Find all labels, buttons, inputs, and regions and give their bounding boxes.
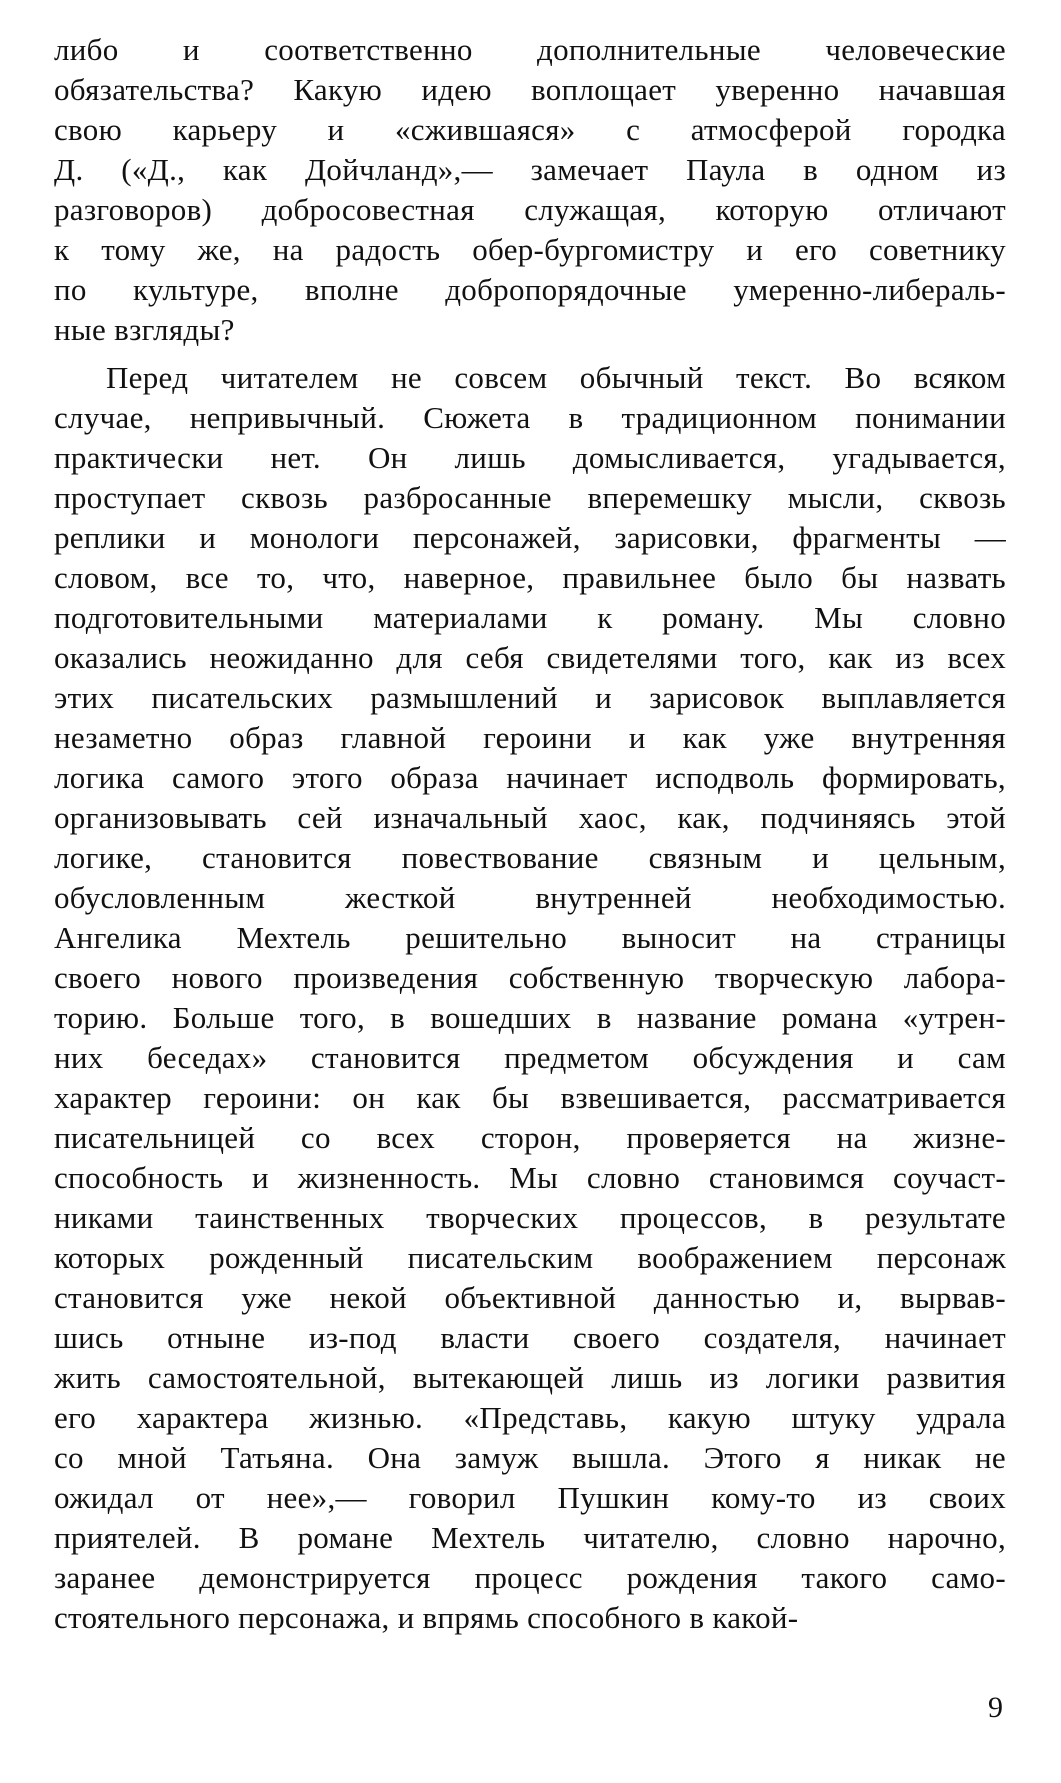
body-text xyxy=(54,30,1006,1638)
text-line: организовывать сей изначальный хаос, как, подчиняясь этой xyxy=(54,800,1006,835)
text-line: проступает сквозь разбросанные вперемешку мысли, сквозь xyxy=(54,480,1006,515)
text-line: его характера жизнью. «Представь, какую штуку удрала xyxy=(54,1400,1006,1435)
text-line: жить самостоятельной, вытекающей лишь из логики развития xyxy=(54,1360,1006,1395)
text-line: торию. Больше того, в вошедших в название романа «утрен- xyxy=(54,1000,1006,1035)
text-line: подготовительными материалами к роману. Мы словно xyxy=(54,600,1006,635)
text-line: писательницей со всех сторон, проверяется на жизне- xyxy=(54,1120,1006,1155)
text-line: никами таинственных творческих процессов, в результате xyxy=(54,1200,1006,1235)
text-line: по культуре, вполне добропорядочные умеренно-либераль- xyxy=(54,272,1006,307)
text-line: обусловленным жесткой внутренней необходимостью. xyxy=(54,880,1006,915)
text-line: ные взгляды? xyxy=(54,312,235,347)
text-line: ожидал от нее»,— говорил Пушкин кому-то из своих xyxy=(54,1480,1006,1515)
text-line: Перед читателем не совсем обычный текст. Во всяком xyxy=(106,360,1006,395)
text-line: разговоров) добросовестная служащая, которую отличают xyxy=(54,192,1006,227)
text-line: своего нового произведения собственную творческую лабора- xyxy=(54,960,1006,995)
text-line: логике, становится повествование связным и цельным, xyxy=(54,840,1006,875)
text-line: словом, все то, что, наверное, правильнее было бы назвать xyxy=(54,560,1006,595)
text-line: практически нет. Он лишь домысливается, угадывается, xyxy=(54,440,1006,475)
text-line: случае, непривычный. Сюжета в традиционном понимании xyxy=(54,400,1006,435)
text-line: со мной Татьяна. Она замуж вышла. Этого я никак не xyxy=(54,1440,1006,1475)
text-line: стоятельного персонажа, и впрямь способного в какой- xyxy=(54,1600,799,1635)
text-line: Д. («Д., как Дойчланд»,— замечает Паула в одном из xyxy=(54,152,1006,187)
text-line: них беседах» становится предметом обсуждения и сам xyxy=(54,1040,1006,1075)
text-line: способность и жизненность. Мы словно становимся соучаст- xyxy=(54,1160,1006,1195)
paragraph-1 xyxy=(54,30,1006,350)
text-line: шись отныне из-под власти своего создателя, начинает xyxy=(54,1320,1006,1355)
text-line: характер героини: он как бы взвешивается, рассматривается xyxy=(54,1080,1006,1115)
text-line: Ангелика Мехтель решительно выносит на страницы xyxy=(54,920,1006,955)
text-line: становится уже некой объективной данностью и, вырвав- xyxy=(54,1280,1006,1315)
text-line: которых рожденный писательским воображением персонаж xyxy=(54,1240,1006,1275)
text-line: к тому же, на радость обер-бургомистру и его советнику xyxy=(54,232,1006,267)
text-line: свою карьеру и «сжившаяся» с атмосферой городка xyxy=(54,112,1006,147)
text-line: этих писательских размышлений и зарисовок выплавляется xyxy=(54,680,1006,715)
text-line: заранее демонстрируется процесс рождения такого само- xyxy=(54,1560,1006,1595)
text-line: приятелей. В романе Мехтель читателю, словно нарочно, xyxy=(54,1520,1006,1555)
text-line: реплики и монологи персонажей, зарисовки, фрагменты — xyxy=(54,520,1006,555)
page-number: 9 xyxy=(988,1691,1003,1724)
text-line: оказались неожиданно для себя свидетелями того, как из всех xyxy=(54,640,1006,675)
text-line: логика самого этого образа начинает исподволь формировать, xyxy=(54,760,1006,795)
text-line: обязательства? Какую идею воплощает уверенно начавшая xyxy=(54,72,1006,107)
text-line: незаметно образ главной героини и как уже внутренняя xyxy=(54,720,1006,755)
text-line: либо и соответственно дополнительные человеческие xyxy=(54,32,1006,67)
paragraph-2 xyxy=(54,358,1006,1638)
